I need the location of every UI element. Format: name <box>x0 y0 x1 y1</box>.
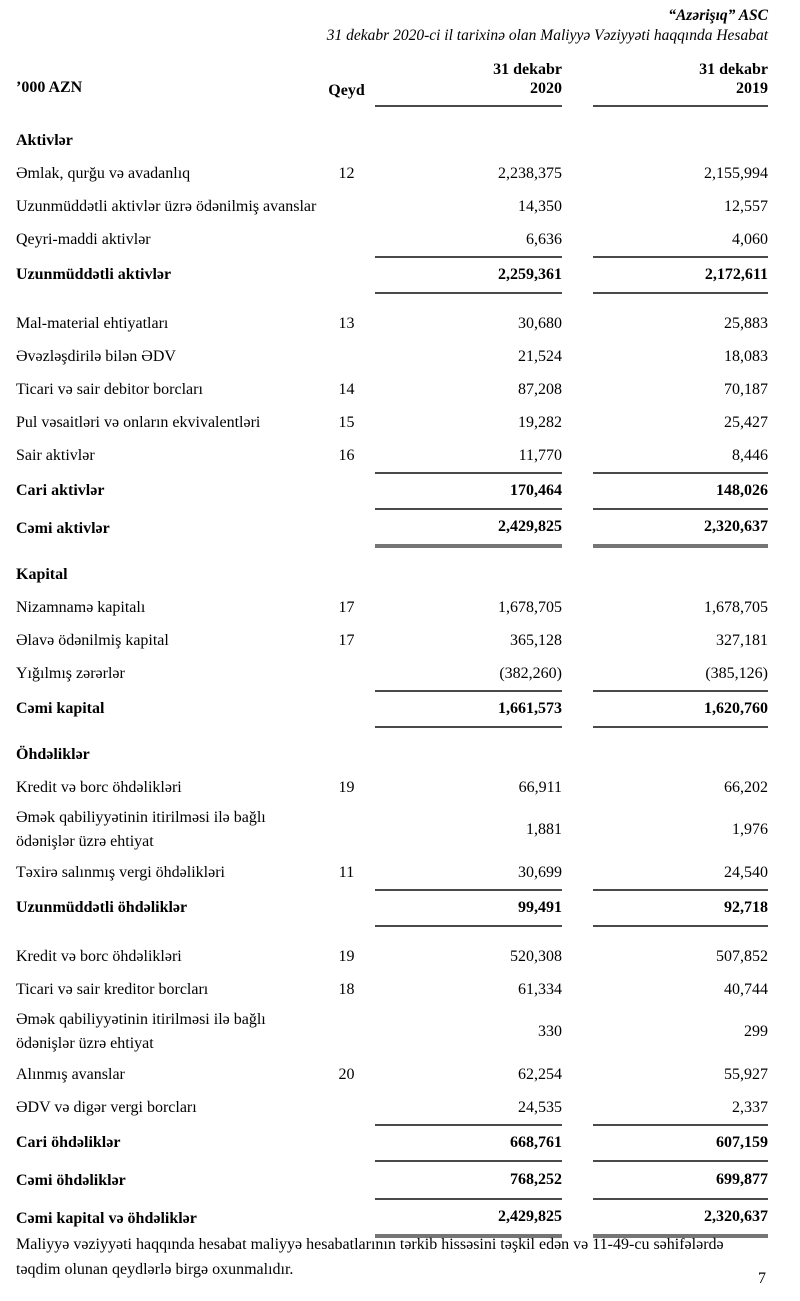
row-note-number <box>318 127 375 155</box>
column-gap <box>562 626 593 655</box>
row-uzunmuddetli-aktivler <box>16 256 768 294</box>
document-header <box>327 6 768 46</box>
row-note-number <box>318 806 375 854</box>
row-value-2020: 30,699 <box>518 863 562 881</box>
row-value-2020 <box>375 561 562 589</box>
column-gap <box>562 1162 593 1200</box>
row-value-2019: 2,155,994 <box>704 164 768 182</box>
table-header-row <box>16 60 768 107</box>
row-note-number <box>318 225 375 254</box>
row-kredit-borc-ohdelikleri-cari <box>16 940 768 973</box>
row-value-2019: 2,172,611 <box>593 256 768 294</box>
row-value-2020: 668,761 <box>375 1124 562 1162</box>
row-note-number: 18 <box>338 980 355 998</box>
row-cari-ohdelikler <box>16 1124 768 1162</box>
row-label: Sair aktivlər <box>16 446 95 464</box>
row-label: Əlavə ödənilmiş kapital <box>16 631 169 649</box>
row-note-number <box>318 889 375 927</box>
row-label: Nizamnamə kapitalı <box>16 598 146 616</box>
row-value-2020: 66,911 <box>518 778 562 796</box>
row-value-2019: 327,181 <box>716 631 768 649</box>
column-gap <box>562 806 593 854</box>
column-gap <box>562 510 593 548</box>
row-label: Qeyri-maddi aktivlər <box>16 230 151 248</box>
row-cemi-kapital <box>16 690 768 728</box>
row-value-2019: 148,026 <box>593 472 768 510</box>
row-label: Kapital <box>16 566 68 583</box>
column-gap <box>562 1124 593 1162</box>
row-value-2019: 4,060 <box>732 230 768 248</box>
column-gap <box>562 441 593 470</box>
row-note-number: 14 <box>338 380 355 398</box>
unit-label: ’000 AZN <box>16 79 83 96</box>
row-label: Ticari və sair debitor borcları <box>16 380 203 398</box>
row-mal-material-ehtiyatlari <box>16 307 768 340</box>
row-note-number: 20 <box>338 1065 355 1083</box>
row-label: Öhdəliklər <box>16 746 90 763</box>
row-aktivler <box>16 127 768 155</box>
column-gap <box>562 942 593 971</box>
row-value-2019: 1,976 <box>732 821 768 838</box>
row-value-2020: 1,881 <box>526 821 562 838</box>
row-note-number <box>318 741 375 769</box>
row-value-2019: 1,678,705 <box>704 598 768 616</box>
row-note-number: 13 <box>338 314 355 332</box>
row-label: Uzunmüddətli öhdəliklər <box>16 899 188 916</box>
row-note-number <box>318 472 375 510</box>
row-note-number: 19 <box>338 947 355 965</box>
row-value-2019: 2,320,637 <box>593 510 768 548</box>
row-label: Əmək qabiliyyətinin itirilməsi ilə bağlı ödənişlər üzrə ehtiyat <box>16 809 266 850</box>
row-cemi-aktivler <box>16 510 768 548</box>
column-gap <box>562 192 593 221</box>
row-note-number <box>318 342 375 371</box>
row-qeyri-maddi-aktivler <box>16 223 768 256</box>
row-value-2019: 18,083 <box>724 347 768 365</box>
column-gap <box>562 593 593 622</box>
column-gap <box>562 690 593 728</box>
row-label: Əvəzləşdirilə bilən ƏDV <box>16 347 176 365</box>
column-gap <box>562 1008 593 1056</box>
column-gap <box>562 309 593 338</box>
row-value-2019 <box>593 561 768 589</box>
row-value-2020: 24,535 <box>518 1098 562 1116</box>
row-value-2020 <box>375 741 562 769</box>
row-yigilmis-zererler <box>16 657 768 690</box>
column-gap <box>562 561 593 589</box>
row-value-2019: 70,187 <box>724 380 768 398</box>
row-uzunmuddetli-aktivler-avanslar <box>16 190 768 223</box>
column-gap <box>562 408 593 437</box>
row-cemi-ohdelikler <box>16 1162 768 1200</box>
row-label: Cari aktivlər <box>16 482 105 499</box>
column-header-2020-year: 2020 <box>530 80 562 97</box>
row-value-2019: 24,540 <box>724 863 768 881</box>
row-label: Uzunmüddətli aktivlər <box>16 266 172 283</box>
column-gap <box>562 741 593 769</box>
row-value-2020: 2,259,361 <box>375 256 562 294</box>
row-label: Əmək qabiliyyətinin itirilməsi ilə bağlı ödənişlər üzrə ehtiyat <box>16 1011 266 1052</box>
row-elave-odenilmis-kapital <box>16 624 768 657</box>
row-value-2020: 330 <box>538 1023 562 1040</box>
row-label: Aktivlər <box>16 132 73 149</box>
row-note-number <box>318 1008 375 1056</box>
row-value-2020: 30,680 <box>518 314 562 332</box>
row-value-2019: (385,126) <box>705 664 768 682</box>
row-value-2019: 12,557 <box>724 197 768 215</box>
row-value-2020: 365,128 <box>510 631 562 649</box>
row-label: Cəmi kapital və öhdəliklər <box>16 1210 197 1227</box>
column-gap <box>562 1093 593 1122</box>
row-value-2019: 507,852 <box>716 947 768 965</box>
row-value-2020 <box>375 127 562 155</box>
row-note-number <box>318 256 375 294</box>
row-value-2019 <box>593 127 768 155</box>
row-kapital <box>16 561 768 589</box>
row-value-2020: 6,636 <box>526 230 562 248</box>
column-gap <box>562 375 593 404</box>
row-value-2020: 99,491 <box>375 889 562 927</box>
row-value-2019: 55,927 <box>724 1065 768 1083</box>
company-name: “Azərişıq” ASC <box>668 7 768 24</box>
row-label: Alınmış avanslar <box>16 1065 125 1083</box>
column-header-2019-date: 31 dekabr <box>699 61 768 78</box>
column-gap <box>562 659 593 688</box>
row-label: Əmlak, qurğu və avadanlıq <box>16 164 191 182</box>
column-gap <box>562 127 593 155</box>
row-sair-aktivler <box>16 439 768 472</box>
column-gap <box>562 256 593 294</box>
table-body <box>16 127 768 1238</box>
row-value-2019: 2,320,637 <box>593 1200 768 1238</box>
row-value-2019: 2,337 <box>732 1098 768 1116</box>
row-label: Pul vəsaitləri və onların ekvivalentləri <box>16 413 261 431</box>
row-note-number: 15 <box>338 413 355 431</box>
column-header-2019-year: 2019 <box>736 80 768 97</box>
column-header-2020 <box>375 60 562 107</box>
column-gap <box>562 773 593 802</box>
row-ohdelikler <box>16 741 768 769</box>
row-value-2020: 61,334 <box>518 980 562 998</box>
row-value-2020: 2,429,825 <box>375 510 562 548</box>
row-label: Təxirə salınmış vergi öhdəlikləri <box>16 863 225 881</box>
row-kredit-borc-ohdelikleri-uzunmuddetli <box>16 771 768 804</box>
row-value-2019: 299 <box>744 1023 768 1040</box>
column-gap <box>562 889 593 927</box>
row-value-2020: 1,678,705 <box>498 598 562 616</box>
row-label: Ticari və sair kreditor borcları <box>16 980 209 998</box>
row-note-number <box>318 1093 375 1122</box>
row-note-number <box>318 510 375 548</box>
row-label: Mal-material ehtiyatları <box>16 314 169 332</box>
column-gap <box>562 1060 593 1089</box>
row-value-2020: 62,254 <box>518 1065 562 1083</box>
row-value-2020: 768,252 <box>375 1162 562 1200</box>
row-label: Cəmi öhdəliklər <box>16 1172 126 1189</box>
column-gap <box>562 225 593 254</box>
row-value-2019: 25,427 <box>724 413 768 431</box>
row-cari-aktivler <box>16 472 768 510</box>
row-note-number <box>318 1162 375 1200</box>
row-label: Cəmi kapital <box>16 700 105 717</box>
row-note-number <box>318 659 375 688</box>
row-label: Yığılmış zərərlər <box>16 664 125 682</box>
row-ticari-sair-debitor-borclari <box>16 373 768 406</box>
row-value-2019: 25,883 <box>724 314 768 332</box>
row-evezlesdirile-bilen-edv <box>16 340 768 373</box>
row-value-2019: 607,159 <box>593 1124 768 1162</box>
row-label: Cari öhdəliklər <box>16 1134 121 1151</box>
column-gap <box>562 60 593 107</box>
row-label: Kredit və borc öhdəlikləri <box>16 778 182 796</box>
footer-note: Maliyyə vəziyyəti haqqında hesabat maliyyə hesabatlarının tərkib hissəsini təşkil edən və 11-49-cu səhifələrdə təqdim olunan qeydlərlə birgə oxunmalıdır. <box>16 1236 724 1278</box>
row-note-number: 11 <box>338 863 355 881</box>
row-value-2020: 21,524 <box>518 347 562 365</box>
row-nizamname-kapitali <box>16 591 768 624</box>
row-ticari-sair-kreditor-borclari <box>16 973 768 1006</box>
row-value-2019: 1,620,760 <box>593 690 768 728</box>
row-label: Uzunmüddətli aktivlər üzrə ödənilmiş avanslar <box>16 197 317 215</box>
row-note-number: 16 <box>338 446 355 464</box>
row-note-number: 19 <box>338 778 355 796</box>
row-value-2020: 2,238,375 <box>498 164 562 182</box>
row-label: Cəmi aktivlər <box>16 520 110 537</box>
column-gap <box>562 159 593 188</box>
row-pul-vesaitleri-ekvivalentleri <box>16 406 768 439</box>
row-value-2020: 87,208 <box>518 380 562 398</box>
row-note-number: 17 <box>338 598 355 616</box>
row-value-2020: 14,350 <box>518 197 562 215</box>
column-gap <box>562 858 593 887</box>
row-value-2019: 40,744 <box>724 980 768 998</box>
row-value-2020: 2,429,825 <box>375 1200 562 1238</box>
row-value-2020: 19,282 <box>518 413 562 431</box>
row-value-2020: (382,260) <box>499 664 562 682</box>
row-value-2019: 699,877 <box>593 1162 768 1200</box>
row-note-number <box>318 690 375 728</box>
row-emek-qabiliyyeti-ehtiyat-cari <box>16 1006 768 1058</box>
row-label: Kredit və borc öhdəlikləri <box>16 947 182 965</box>
column-gap <box>562 472 593 510</box>
row-value-2020: 170,464 <box>375 472 562 510</box>
row-emlak-qurgu-avadanliq <box>16 157 768 190</box>
row-alinmis-avanslar <box>16 1058 768 1091</box>
balance-sheet-table <box>16 60 768 1238</box>
report-title: 31 dekabr 2020-ci il tarixinə olan Maliyyə Vəziyyəti haqqında Hesabat <box>326 27 768 44</box>
row-value-2019 <box>593 741 768 769</box>
column-gap <box>562 975 593 1004</box>
row-value-2020: 11,770 <box>518 446 562 464</box>
row-note-number <box>318 1124 375 1162</box>
row-value-2019: 8,446 <box>732 446 768 464</box>
row-note-number <box>318 192 375 221</box>
row-note-number <box>318 561 375 589</box>
row-value-2020: 520,308 <box>510 947 562 965</box>
page-number: 7 <box>758 1270 766 1287</box>
note-column-header: Qeyd <box>328 82 365 99</box>
row-emek-qabiliyyeti-ehtiyat-uzunmuddetli <box>16 804 768 856</box>
row-value-2020: 1,661,573 <box>375 690 562 728</box>
row-note-number: 17 <box>338 631 355 649</box>
column-gap <box>562 342 593 371</box>
row-uzunmuddetli-ohdelikler <box>16 889 768 927</box>
row-label: ƏDV və digər vergi borcları <box>16 1098 197 1116</box>
row-texire-salinmis-vergi-ohdelikleri <box>16 856 768 889</box>
column-header-2019 <box>593 60 768 107</box>
row-note-number: 12 <box>338 164 355 182</box>
row-value-2019: 66,202 <box>724 778 768 796</box>
row-value-2019: 92,718 <box>593 889 768 927</box>
row-edv-diger-vergi-borclari <box>16 1091 768 1124</box>
column-header-2020-date: 31 dekabr <box>493 61 562 78</box>
